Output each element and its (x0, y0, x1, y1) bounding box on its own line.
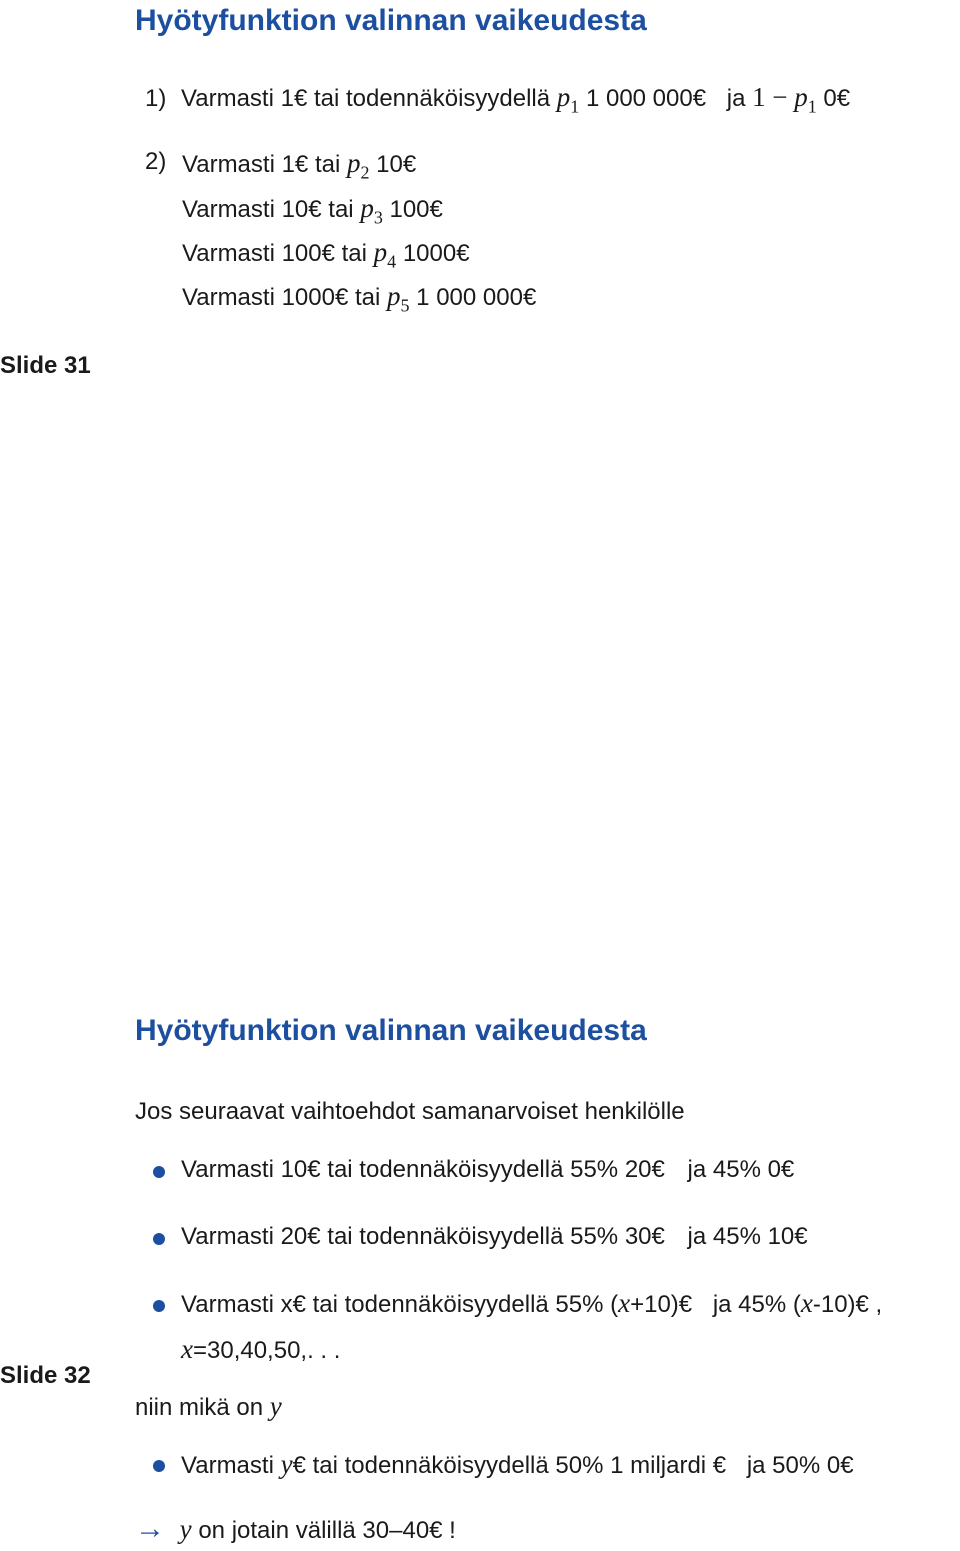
right-arrow-icon: → (135, 1512, 165, 1545)
item2-number: 2) (145, 148, 167, 175)
slide32-label: Slide 32 (0, 1362, 91, 1389)
item2-row-3: Varmasti 100€ tai $p_4$ 1000€ (182, 237, 470, 272)
slide32-question: niin mikä on y (135, 1391, 282, 1421)
bullet-1 (153, 1166, 165, 1178)
bullet-2 (153, 1233, 165, 1245)
bullet-3-continuation: x=30,40,50,. . . (181, 1334, 341, 1364)
item2-row-4: Varmasti 1000€ tai $p_5$ 1 000 000€ (182, 281, 537, 316)
p-symbol: $p_3$ (360, 193, 383, 228)
bullet-2-text: Varmasti 20€ tai todennäköisyydellä 55% 30€ ja 45% 10€ (181, 1223, 808, 1250)
item1-p-symbol: $p_1$ (556, 82, 580, 117)
bullet-3 (153, 1300, 165, 1312)
item1-number: 1) (145, 85, 167, 112)
item1-text-b: 1 000 000€ (585, 85, 707, 112)
bullet-4 (153, 1460, 165, 1472)
bullet-4-text: Varmasti y€ tai todennäköisyydellä 50% 1 miljardi € ja 50% 0€ (181, 1449, 854, 1479)
slide31-item1 (145, 82, 850, 117)
p-symbol: $p_4$ (373, 237, 397, 272)
item1-p2-symbol: $p_1$ (794, 82, 817, 117)
bullet-1-text: Varmasti 10€ tai todennäköisyydellä 55% 20€ ja 45% 0€ (181, 1156, 795, 1183)
item1-minus: − (772, 82, 788, 112)
slide32-intro: Jos seuraavat vaihtoehdot samanarvoiset henkilölle (135, 1098, 685, 1125)
slide31-label: Slide 31 (0, 352, 91, 379)
item1-text-a: Varmasti 1€ tai todennäköisyydellä (181, 85, 551, 112)
item1-one: 1 (752, 82, 766, 112)
bullet-3-text: Varmasti x€ tai todennäköisyydellä 55% (x+10)€ ja 45% (x-10)€ , (181, 1288, 883, 1318)
slide32-title: Hyötyfunktion valinnan vaikeudesta (135, 1014, 647, 1047)
item2-row-1: Varmasti 1€ tai $p_2$ 10€ (182, 148, 417, 183)
slide31-title: Hyötyfunktion valinnan vaikeudesta (135, 4, 647, 37)
item1-text-d: 0€ (823, 85, 851, 112)
p-symbol: $p_5$ (387, 281, 410, 316)
item2-row-2: Varmasti 10€ tai $p_3$ 100€ (182, 193, 443, 228)
item1-text-c: ja (726, 85, 746, 112)
slide32-conclusion: → y on jotain välillä 30–40€ ! (135, 1512, 456, 1545)
p-symbol: $p_2$ (346, 148, 370, 183)
